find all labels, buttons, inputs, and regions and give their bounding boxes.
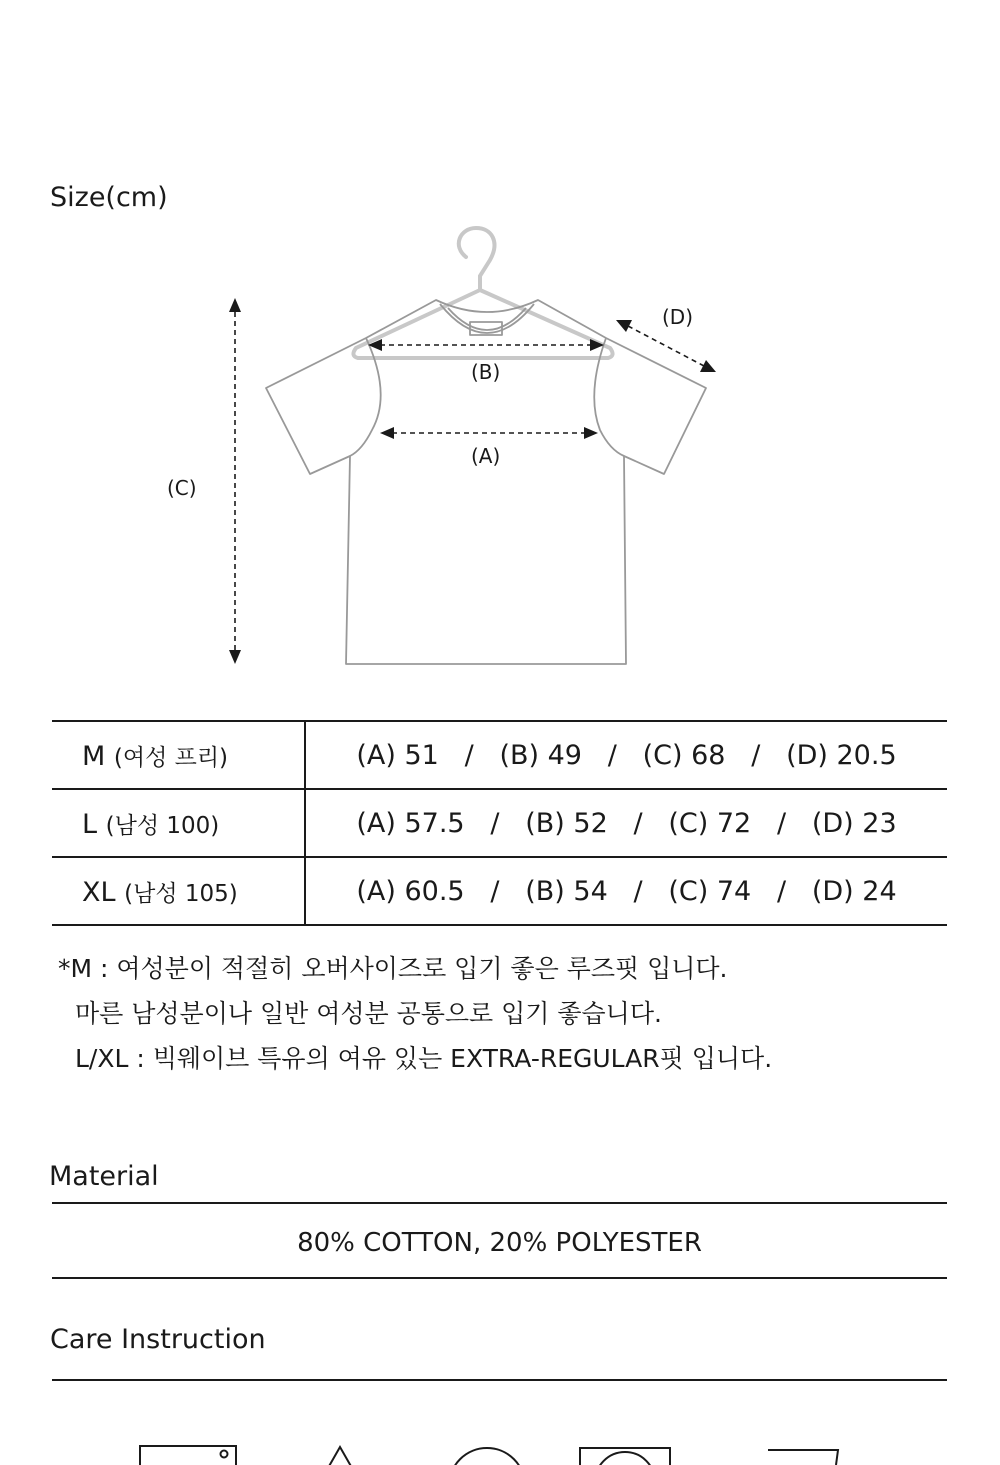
label-c: (C)	[167, 476, 197, 500]
size-values-xl: (A) 60.5 / (B) 54 / (C) 74 / (D) 24	[305, 857, 947, 925]
size-section-title: Size(cm)	[50, 182, 168, 213]
tumble-dry-icon	[580, 1448, 670, 1465]
note-line: L/XL : 빅웨이브 특유의 여유 있는 EXTRA-REGULAR핏 입니다.	[75, 1044, 773, 1073]
size-table	[52, 720, 947, 926]
label-b: (B)	[471, 360, 501, 384]
iron-icon	[768, 1450, 838, 1465]
care-section-title: Care Instruction	[50, 1324, 266, 1355]
care-icons-row	[0, 1430, 1000, 1465]
table-row	[52, 857, 947, 925]
dry-circle-icon	[449, 1448, 525, 1465]
bleach-triangle-icon	[324, 1447, 356, 1465]
size-values-l: (A) 57.5 / (B) 52 / (C) 72 / (D) 23	[305, 789, 947, 857]
note-line: 마른 남성분이나 일반 여성분 공통으로 입기 좋습니다.	[75, 999, 662, 1028]
size-values-m: (A) 51 / (B) 49 / (C) 68 / (D) 20.5	[305, 721, 947, 789]
measure-c-arrow	[229, 298, 241, 664]
note-line: *M : 여성분이 적절히 오버사이즈로 입기 좋은 루즈핏 입니다.	[58, 954, 728, 983]
tshirt-size-diagram	[0, 220, 1000, 680]
fit-notes	[58, 946, 772, 1081]
material-value: 80% COTTON, 20% POLYESTER	[297, 1228, 702, 1258]
divider	[52, 1379, 947, 1381]
hanger-icon	[353, 228, 612, 358]
table-row	[52, 789, 947, 857]
table-row	[52, 721, 947, 789]
divider	[52, 1202, 947, 1204]
measure-b-arrow	[368, 339, 604, 351]
measure-a-arrow	[380, 427, 598, 439]
tshirt-outline	[266, 300, 706, 664]
washing-machine-icon	[140, 1446, 236, 1465]
label-d: (D)	[662, 305, 694, 329]
divider	[52, 1277, 947, 1279]
size-label-xl: XL (남성 105)	[52, 857, 305, 925]
material-section-title: Material	[49, 1161, 159, 1192]
size-label-l: L (남성 100)	[52, 789, 305, 857]
label-a: (A)	[471, 444, 501, 468]
size-label-m: M (여성 프리)	[52, 721, 305, 789]
